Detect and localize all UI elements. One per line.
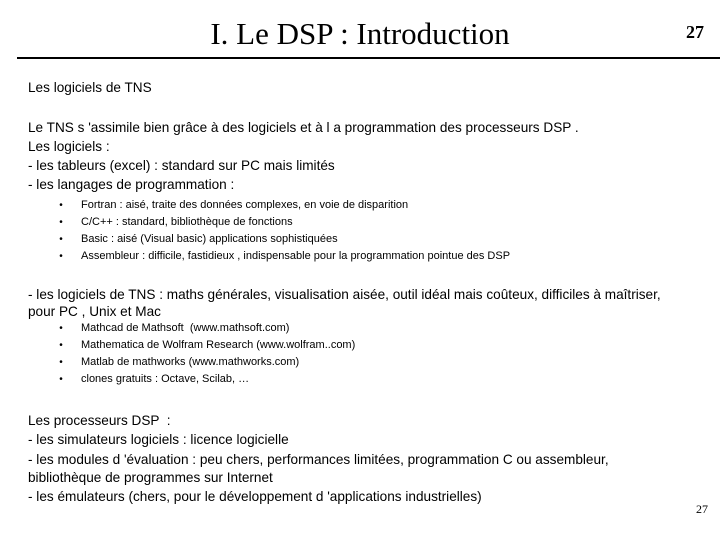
- list-item-text: clones gratuits : Octave, Scilab, …: [81, 373, 250, 385]
- slide-title: I. Le DSP : Introduction: [210, 16, 510, 51]
- intro-line: - les langages de programmation :: [28, 177, 235, 192]
- processor-line: - les modules d 'évaluation : peu chers, performances limitées, programmation C ou assembleur,: [28, 452, 609, 467]
- list-item: [56, 320, 355, 337]
- intro-line: - les tableurs (excel) : standard sur PC mais limités: [28, 158, 335, 173]
- bullet-icon: •: [59, 200, 63, 211]
- list-item: [56, 197, 510, 214]
- list-item-text: Mathematica de Wolfram Research (www.wolfram..com): [81, 339, 356, 351]
- tns-software-list: [56, 320, 355, 388]
- processor-line: bibliothèque de programmes sur Internet: [28, 470, 273, 485]
- list-item-text: Basic : aisé (Visual basic) applications sophistiquées: [81, 233, 338, 245]
- list-item-text: C/C++ : standard, bibliothèque de fonctions: [81, 216, 293, 228]
- list-item-text: Mathcad de Mathsoft (www.mathsoft.com): [81, 322, 290, 334]
- list-item-text: Fortran : aisé, traite des données complexes, en voie de disparition: [81, 199, 409, 211]
- processor-line: - les simulateurs logiciels : licence logicielle: [28, 432, 289, 447]
- bullet-icon: •: [59, 234, 63, 245]
- intro-line: Les logiciels :: [28, 139, 110, 154]
- page-number: 27: [696, 502, 708, 516]
- list-item-text: Matlab de mathworks (www.mathworks.com): [81, 356, 300, 368]
- section-title: Les logiciels de TNS: [28, 80, 152, 95]
- title-divider: [17, 57, 720, 59]
- list-item: [56, 214, 510, 231]
- languages-list: [56, 197, 510, 265]
- bullet-icon: •: [59, 251, 63, 262]
- intro-line: Le TNS s 'assimile bien grâce à des logiciels et à l a programmation des processeurs DSP .: [28, 120, 579, 135]
- tns-software-line: pour PC , Unix et Mac: [28, 304, 161, 319]
- list-item-text: Assembleur : difficile, fastidieux , indispensable pour la programmation pointue des DSP: [81, 250, 511, 262]
- list-item: [56, 354, 355, 371]
- processor-line: Les processeurs DSP :: [28, 413, 171, 428]
- bullet-icon: •: [59, 374, 63, 385]
- list-item: [56, 248, 510, 265]
- slide-number: 27: [686, 22, 704, 42]
- bullet-icon: •: [59, 357, 63, 368]
- bullet-icon: •: [59, 323, 63, 334]
- bullet-icon: •: [59, 217, 63, 228]
- list-item: [56, 231, 510, 248]
- tns-software-line: - les logiciels de TNS : maths générales, visualisation aisée, outil idéal mais coûteux, difficiles à maîtriser,: [28, 287, 661, 302]
- list-item: [56, 371, 355, 388]
- bullet-icon: •: [59, 340, 63, 351]
- processor-line: - les émulateurs (chers, pour le développement d 'applications industrielles): [28, 489, 482, 504]
- list-item: [56, 337, 355, 354]
